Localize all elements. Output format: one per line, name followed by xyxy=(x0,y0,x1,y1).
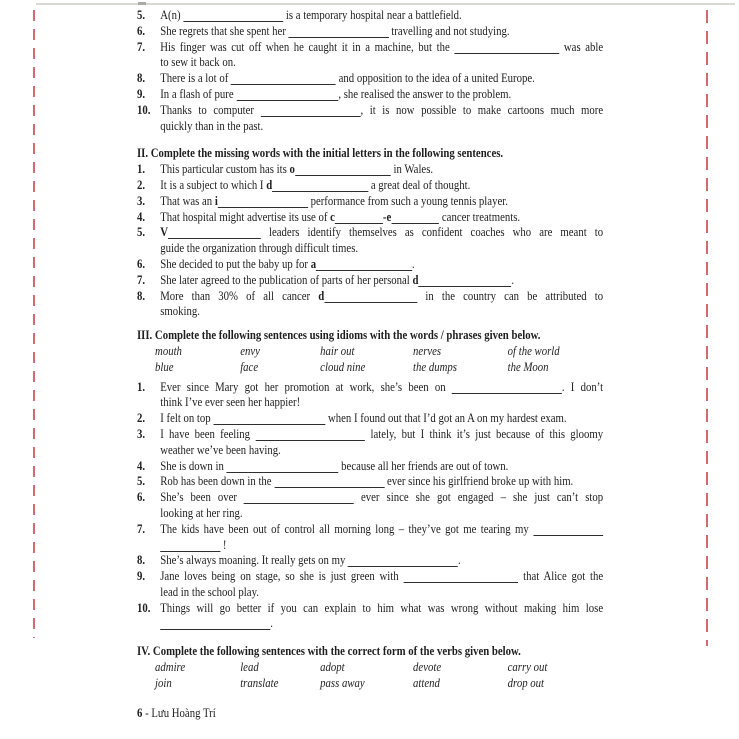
exercise-item xyxy=(137,103,603,135)
page-edge-mark-right xyxy=(706,10,708,646)
sentence-line: Ever since Mary got her promotion at work, she’s been on . I don’t xyxy=(160,379,604,394)
word-bank-term: of the world xyxy=(507,343,560,358)
item-text xyxy=(160,257,603,273)
exercise-item xyxy=(137,427,603,459)
sentence-line: ! xyxy=(160,538,603,554)
word-bank-term: join xyxy=(155,675,172,690)
exercise-item xyxy=(137,273,603,289)
blank-line xyxy=(452,392,562,394)
page-footer xyxy=(137,706,603,722)
exercise-item xyxy=(137,474,603,490)
initial-letter: d xyxy=(318,288,325,303)
word-bank-term: face xyxy=(240,359,259,374)
item-number: 7. xyxy=(137,521,146,536)
sentence-line: That was an i performance from such a young tennis player. xyxy=(160,193,508,208)
sentence-line: think I’ve ever seen her happier! xyxy=(160,395,301,410)
blank-line xyxy=(260,115,360,117)
initial-letter: d xyxy=(266,177,273,192)
item-text xyxy=(160,71,603,87)
blank-line xyxy=(236,99,338,101)
item-number: 6. xyxy=(137,256,146,271)
blank-line xyxy=(218,206,308,208)
sentence-line: I felt on top when I found out that I’d got an A on my hardest exam. xyxy=(160,411,567,426)
item-text xyxy=(160,273,603,289)
exercise-item xyxy=(137,162,603,178)
blank-line xyxy=(289,36,389,38)
sentence-line: More than 30% of all cancer d in the country can be attributed to xyxy=(160,288,604,303)
exercise-item xyxy=(137,194,603,210)
sentence-line: lead in the school play. xyxy=(160,584,259,599)
sentence-line: In a flash of pure , she realised the answer to the problem. xyxy=(160,86,512,101)
word-bank-term: adopt xyxy=(320,660,345,675)
word-bank-term: attend xyxy=(413,675,440,690)
exercise-item xyxy=(137,257,603,273)
item-number: 7. xyxy=(137,39,146,54)
word-bank xyxy=(155,660,603,692)
page-number: 6 xyxy=(137,705,143,720)
blank-line xyxy=(168,237,261,239)
blank-line xyxy=(403,581,518,583)
sentence-line: This particular custom has its o in Wales. xyxy=(160,162,434,177)
item-number: 8. xyxy=(137,288,146,303)
word-bank-term: the Moon xyxy=(507,359,549,374)
footer-author: Lưu Hoàng Trí xyxy=(151,705,216,720)
item-text xyxy=(160,411,603,427)
initial-letter: -e xyxy=(382,209,392,224)
item-number: 3. xyxy=(137,193,146,208)
word-bank-term: translate xyxy=(240,675,279,690)
section-iii xyxy=(137,328,603,632)
section-ii xyxy=(137,146,603,320)
sentence-line: She’s been over ever since she got engaged – she just can’t stop xyxy=(160,490,604,505)
exercise-item xyxy=(137,553,603,569)
word-bank-term: admire xyxy=(155,660,186,675)
item-text xyxy=(160,210,603,226)
sentence-line: looking at her ring. xyxy=(160,505,243,520)
initial-letter: o xyxy=(289,162,295,177)
section-number: II. xyxy=(137,146,151,161)
exercise-item xyxy=(137,87,603,103)
blank-line xyxy=(244,502,354,504)
item-text xyxy=(160,601,603,633)
item-text xyxy=(160,162,603,178)
part-i-continued xyxy=(137,8,603,134)
exercise-item xyxy=(137,522,603,554)
exercise-item xyxy=(137,225,603,257)
blank-line xyxy=(335,222,383,224)
sentence-line: V leaders identify themselves as confident coaches who are meant to xyxy=(160,225,604,240)
item-text xyxy=(160,225,603,257)
exercise-item xyxy=(137,40,603,72)
sentence-line: The kids have been out of control all morning long – they’ve got me tearing my xyxy=(160,522,603,538)
word-bank-term: blue xyxy=(155,359,174,374)
item-number: 8. xyxy=(137,71,146,86)
exercise-item xyxy=(137,459,603,475)
section-title: Complete the missing words with the initial letters in the following sentences. xyxy=(150,146,504,161)
sentence-line: weather we’ve been having. xyxy=(160,442,281,457)
section-number: III. xyxy=(137,328,155,343)
sentence-line: She decided to put the baby up for a . xyxy=(160,256,415,271)
item-text xyxy=(160,103,603,135)
item-text xyxy=(160,40,603,72)
item-text xyxy=(160,474,603,490)
blank-line xyxy=(231,83,336,85)
item-number: 1. xyxy=(137,379,146,394)
item-text xyxy=(160,8,603,24)
blank-line xyxy=(274,486,384,488)
section-heading xyxy=(137,328,603,344)
blank-line xyxy=(454,52,559,54)
blank-line xyxy=(391,222,439,224)
footer-separator: - xyxy=(142,705,152,720)
item-number: 7. xyxy=(137,272,146,287)
item-number: 10. xyxy=(137,600,151,615)
blank-line xyxy=(348,565,458,567)
section-title: Complete the following sentences using idioms with the words / phrases given below. xyxy=(154,328,541,343)
item-text xyxy=(160,569,603,601)
item-number: 9. xyxy=(137,569,146,584)
exercise-item xyxy=(137,380,603,412)
sentence-line: smoking. xyxy=(160,304,200,319)
item-number: 10. xyxy=(137,102,151,117)
blank-line xyxy=(227,471,339,473)
word-bank-term: drop out xyxy=(507,675,544,690)
exercise-item xyxy=(137,210,603,226)
exercise-item xyxy=(137,178,603,194)
sentence-line: I have been feeling lately, but I think it’s just because of this gloomy xyxy=(160,426,604,441)
section-heading xyxy=(137,644,603,660)
item-number: 4. xyxy=(137,458,146,473)
item-number: 6. xyxy=(137,23,146,38)
exercise-item xyxy=(137,24,603,40)
item-number: 3. xyxy=(137,426,146,441)
sentence-line: Thanks to computer , it is now possible to make cartoons much more xyxy=(160,102,604,117)
item-number: 6. xyxy=(137,490,146,505)
blank-line xyxy=(255,439,365,441)
sentence-line: It is a subject to which I d a great deal of thought. xyxy=(160,177,471,192)
word-bank-term: nerves xyxy=(413,343,442,358)
item-number: 5. xyxy=(137,8,146,22)
initial-letter: d xyxy=(412,272,419,287)
section-title: Complete the following sentences with the correct form of the verbs given below. xyxy=(152,644,521,659)
word-bank-term: mouth xyxy=(155,343,182,358)
section-iv xyxy=(137,644,603,691)
item-text xyxy=(160,427,603,459)
item-text xyxy=(160,87,603,103)
blank-line xyxy=(324,301,417,303)
initial-letter: V xyxy=(160,225,168,240)
initial-letter: i xyxy=(214,193,218,208)
blank-line xyxy=(418,285,511,287)
word-bank-term: hair out xyxy=(320,343,355,358)
word-bank-term: the dumps xyxy=(413,359,457,374)
scan-artifact-speck xyxy=(138,2,146,5)
blank-line xyxy=(272,190,368,192)
word-bank-term: lead xyxy=(240,660,259,675)
sentence-line: guide the organization through difficult times. xyxy=(160,241,359,256)
word-bank-term: devote xyxy=(413,660,442,675)
item-text xyxy=(160,194,603,210)
blank-line xyxy=(160,628,270,630)
sentence-line: . xyxy=(160,616,603,632)
sentence-line: A(n) is a temporary hospital near a battlefield. xyxy=(160,8,462,22)
word-bank-term: pass away xyxy=(320,675,365,690)
sentence-line: Jane loves being on stage, so she is just green with that Alice got the xyxy=(160,569,604,584)
section-number: IV. xyxy=(137,644,153,659)
item-number: 5. xyxy=(137,225,146,240)
sentence-line: to sew it back on. xyxy=(160,55,236,70)
exercise-item xyxy=(137,601,603,633)
item-number: 8. xyxy=(137,553,146,568)
blank-line xyxy=(213,423,325,425)
blank-line xyxy=(295,174,391,176)
item-text xyxy=(160,459,603,475)
exercise-item xyxy=(137,71,603,87)
exercise-item xyxy=(137,289,603,321)
sentence-line: That hospital might advertise its use of c -e cancer treatments. xyxy=(160,209,521,224)
word-bank-term: envy xyxy=(240,343,260,358)
blank-line xyxy=(183,20,283,22)
initial-letter: a xyxy=(310,256,317,271)
item-number: 9. xyxy=(137,86,146,101)
item-number: 4. xyxy=(137,209,146,224)
item-number: 1. xyxy=(137,162,146,177)
sentence-line: She later agreed to the publication of parts of her personal d . xyxy=(160,272,515,287)
item-text xyxy=(160,289,603,321)
word-bank xyxy=(155,344,603,376)
sentence-line: Things will go better if you can explain to him what was wrong without making him lose xyxy=(160,600,604,615)
item-text xyxy=(160,522,603,554)
blank-line xyxy=(316,269,412,271)
exercise-item xyxy=(137,490,603,522)
exercise-item xyxy=(137,8,603,24)
blank-line xyxy=(160,550,220,552)
exercise-item xyxy=(137,411,603,427)
exercise-item xyxy=(137,569,603,601)
section-heading xyxy=(137,146,603,162)
word-bank-term: carry out xyxy=(507,660,548,675)
sentence-line: She is down in because all her friends are out of town. xyxy=(160,458,509,473)
sentence-line: His finger was cut off when he caught it in a machine, but the was able xyxy=(160,39,604,54)
sentence-line: She’s always moaning. It really gets on my . xyxy=(160,553,461,568)
page-edge-mark-left xyxy=(33,10,35,638)
word-bank-term: cloud nine xyxy=(320,359,366,374)
worksheet-content xyxy=(137,8,603,721)
item-text xyxy=(160,24,603,40)
sentence-line: She regrets that she spent her travelling and not studying. xyxy=(160,23,510,38)
blank-line xyxy=(533,534,603,536)
item-number: 2. xyxy=(137,411,146,426)
item-number: 5. xyxy=(137,474,146,489)
sentence-line: quickly than in the past. xyxy=(160,118,264,133)
sentence-line: There is a lot of and opposition to the idea of a united Europe. xyxy=(160,71,535,86)
initial-letter: c xyxy=(330,209,335,224)
item-text xyxy=(160,490,603,522)
sentence-line: Rob has been down in the ever since his girlfriend broke up with him. xyxy=(160,474,574,489)
item-text xyxy=(160,553,603,569)
item-text xyxy=(160,178,603,194)
item-number: 2. xyxy=(137,177,146,192)
item-text xyxy=(160,380,603,412)
